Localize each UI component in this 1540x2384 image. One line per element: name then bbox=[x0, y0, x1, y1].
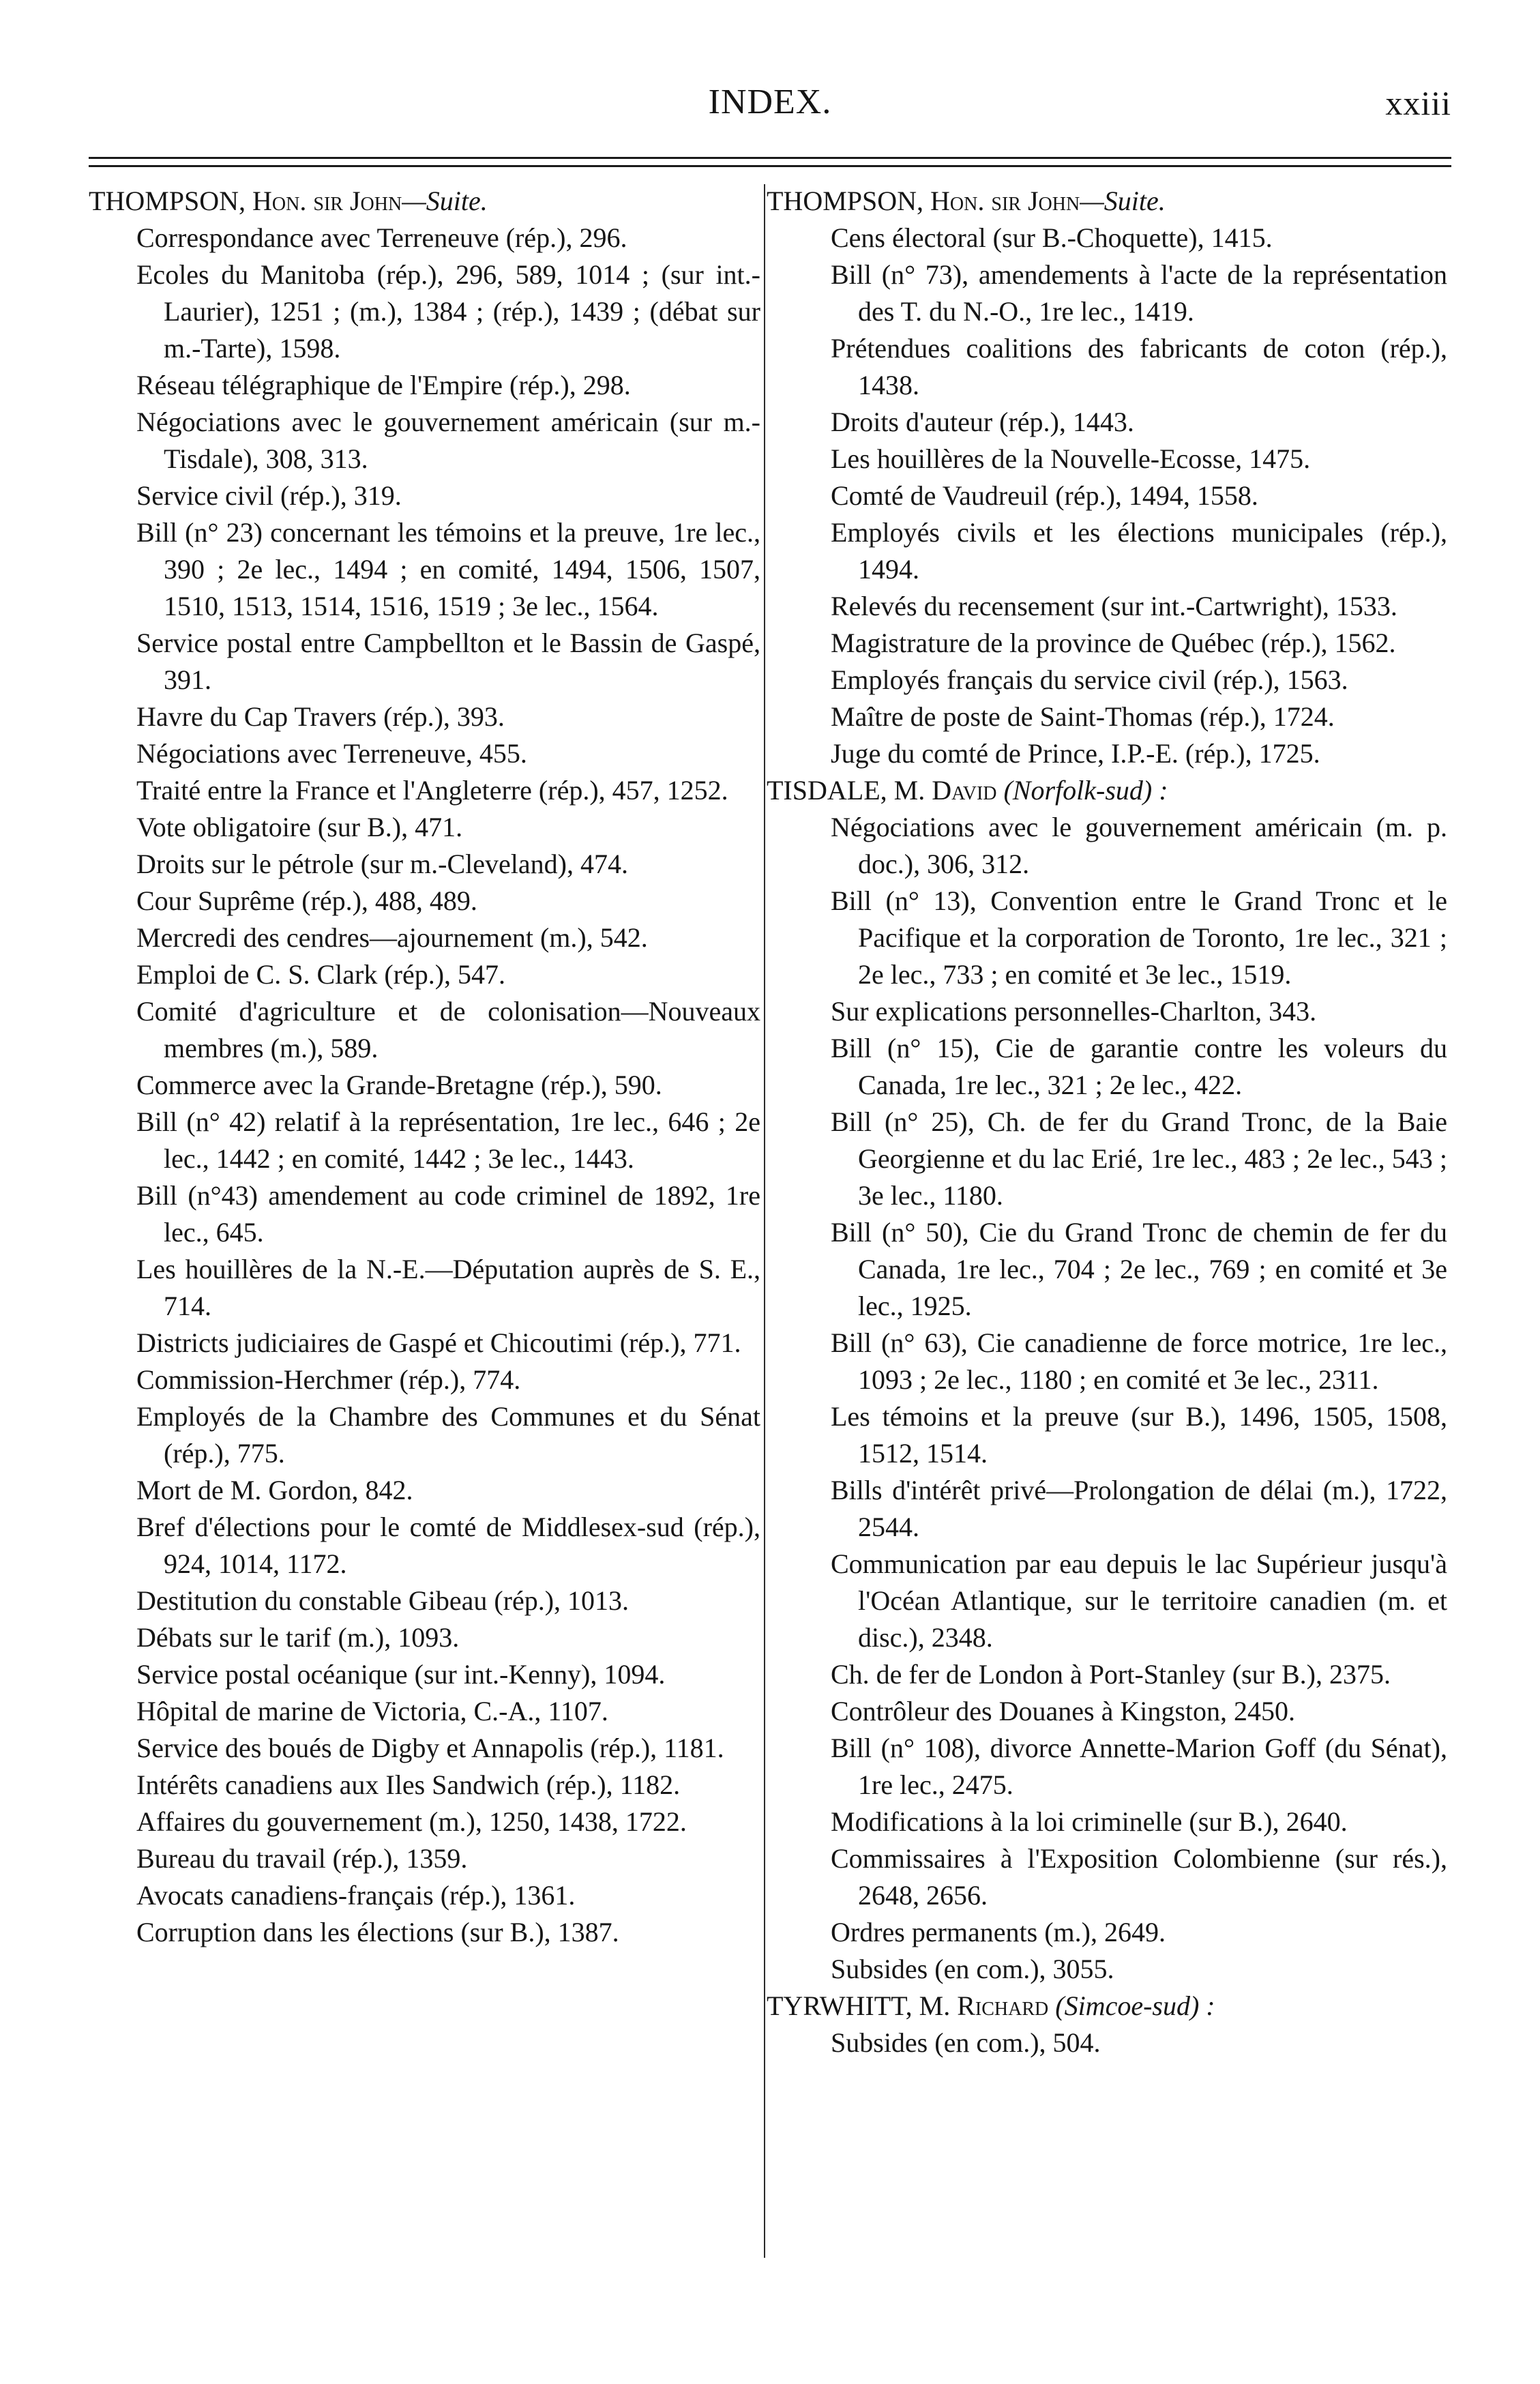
index-entry: Réseau télégraphique de l'Empire (rép.), 298. bbox=[136, 370, 631, 400]
index-entry: Affaires du gouvernement (m.), 1250, 1438, 1722. bbox=[136, 1806, 687, 1837]
index-entry: Vote obligatoire (sur B.), 471. bbox=[136, 812, 463, 842]
index-entry: Négociations avec Terreneuve, 455. bbox=[136, 738, 527, 769]
index-heading bbox=[767, 183, 1447, 220]
index-entry: Droits sur le pétrole (sur m.-Cleveland), 474. bbox=[136, 849, 628, 879]
index-entry: Bill (n° 108), divorce Annette-Marion Goff (du Sénat), 1re lec., 2475. bbox=[831, 1733, 1447, 1800]
index-entry: Districts judiciaires de Gaspé et Chicoutimi (rép.), 771. bbox=[136, 1327, 741, 1358]
index-entry: Bill (n° 50), Cie du Grand Tronc de chemin de fer du Canada, 1re lec., 704 ; 2e lec., 769 ; en comité et 3e lec., 1925. bbox=[831, 1217, 1447, 1321]
index-entry: Relevés du recensement (sur int.-Cartwright), 1533. bbox=[831, 591, 1397, 621]
index-entry: Havre du Cap Travers (rép.), 393. bbox=[136, 701, 505, 732]
index-entry: Bill (n° 25), Ch. de fer du Grand Tronc, de la Baie Georgienne et du lac Erié, 1re lec., 483 ; 2e lec., 543 ; 3e lec., 1180. bbox=[831, 1106, 1447, 1211]
index-entry: Commission-Herchmer (rép.), 774. bbox=[136, 1364, 521, 1395]
column-divider bbox=[764, 184, 765, 2258]
index-entry: Les houillères de la Nouvelle-Ecosse, 1475. bbox=[831, 443, 1311, 474]
index-entry: Cour Suprême (rép.), 488, 489. bbox=[136, 885, 477, 916]
page-title: INDEX. bbox=[708, 83, 832, 121]
index-entry: Modifications à la loi criminelle (sur B.), 2640. bbox=[831, 1806, 1348, 1837]
heading-name: TYRWHITT, M. bbox=[767, 1990, 951, 2021]
index-entry: Avocats canadiens-français (rép.), 1361. bbox=[136, 1880, 576, 1911]
index-entry: Traité entre la France et l'Angleterre (rép.), 457, 1252. bbox=[136, 775, 728, 806]
index-entry: Les témoins et la preuve (sur B.), 1496, 1505, 1508, 1512, 1514. bbox=[831, 1401, 1447, 1469]
index-entry: Employés français du service civil (rép.), 1563. bbox=[831, 664, 1348, 695]
heading-rank: Hon. sir John bbox=[930, 186, 1080, 216]
heading-rank: Hon. sir John bbox=[252, 186, 402, 216]
index-heading bbox=[767, 1988, 1447, 2025]
index-entry: Contrôleur des Douanes à Kingston, 2450. bbox=[831, 1696, 1296, 1726]
index-entry: Bills d'intérêt privé—Prolongation de délai (m.), 1722, 2544. bbox=[831, 1475, 1447, 1542]
heading-name: THOMPSON, bbox=[89, 186, 246, 216]
index-entry: Sur explications personnelles-Charlton, 343. bbox=[831, 996, 1317, 1027]
index-entry: Bref d'élections pour le comté de Middlesex-sud (rép.), 924, 1014, 1172. bbox=[136, 1512, 760, 1579]
index-entry: Service civil (rép.), 319. bbox=[136, 480, 402, 511]
index-entry: Bureau du travail (rép.), 1359. bbox=[136, 1843, 468, 1874]
index-heading bbox=[767, 772, 1447, 809]
index-entry: Service des boués de Digby et Annapolis (rép.), 1181. bbox=[136, 1733, 724, 1763]
index-entry: Maître de poste de Saint-Thomas (rép.), 1724. bbox=[831, 701, 1335, 732]
heading-name: TISDALE, M. bbox=[767, 775, 926, 806]
index-entry: Droits d'auteur (rép.), 1443. bbox=[831, 407, 1134, 437]
index-entry: Bill (n° 63), Cie canadienne de force motrice, 1re lec., 1093 ; 2e lec., 1180 ; en comité et 3e lec., 2311. bbox=[831, 1327, 1447, 1395]
page-number: xxiii bbox=[1385, 84, 1451, 122]
index-entry: Communication par eau depuis le lac Supérieur jusqu'à l'Océan Atlantique, sur le territoire canadien (m. et disc.), 2348. bbox=[831, 1548, 1447, 1653]
heading-name: THOMPSON, bbox=[767, 186, 924, 216]
index-entry: Bill (n° 23) concernant les témoins et la preuve, 1re lec., 390 ; 2e lec., 1494 ; en comité, 1494, 1506, 1507, 1510, 1513, 1514, 1516, 1519 ; 3e lec., 1564. bbox=[136, 517, 760, 621]
index-entry: Ecoles du Manitoba (rép.), 296, 589, 1014 ; (sur int.-Laurier), 1251 ; (m.), 1384 ; (rép.), 1439 ; (débat sur m.-Tarte), 1598. bbox=[136, 259, 760, 364]
index-entry: Négociations avec le gouvernement américain (sur m.-Tisdale), 308, 313. bbox=[136, 407, 760, 474]
index-entry: Bill (n°43) amendement au code criminel de 1892, 1re lec., 645. bbox=[136, 1180, 760, 1248]
index-entry: Destitution du constable Gibeau (rép.), 1013. bbox=[136, 1585, 630, 1616]
index-entry: Subsides (en com.), 3055. bbox=[831, 1954, 1114, 1984]
index-entry: Mercredi des cendres—ajournement (m.), 542. bbox=[136, 922, 648, 953]
index-entry: Service postal entre Campbellton et le Bassin de Gaspé, 391. bbox=[136, 628, 760, 695]
index-entry: Commissaires à l'Exposition Colombienne (sur rés.), 2648, 2656. bbox=[831, 1843, 1447, 1911]
index-entry: Commerce avec la Grande-Bretagne (rép.), 590. bbox=[136, 1070, 662, 1100]
heading-rank: David bbox=[932, 775, 997, 806]
header-rule-top bbox=[89, 157, 1451, 159]
index-entry: Corruption dans les élections (sur B.), 1387. bbox=[136, 1917, 619, 1947]
heading-suffix: —Suite. bbox=[402, 186, 488, 216]
header-rule-bottom bbox=[89, 165, 1451, 167]
index-entry: Comté de Vaudreuil (rép.), 1494, 1558. bbox=[831, 480, 1258, 511]
heading-rank: Richard bbox=[957, 1990, 1049, 2021]
index-entry: Ordres permanents (m.), 2649. bbox=[831, 1917, 1166, 1947]
index-entry: Débats sur le tarif (m.), 1093. bbox=[136, 1622, 460, 1653]
right-column bbox=[767, 183, 1447, 2061]
index-entry: Correspondance avec Terreneuve (rép.), 296. bbox=[136, 222, 627, 253]
index-entry: Bill (n° 15), Cie de garantie contre les voleurs du Canada, 1re lec., 321 ; 2e lec., 422. bbox=[831, 1033, 1447, 1100]
index-entry: Négociations avec le gouvernement américain (m. p. doc.), 306, 312. bbox=[831, 812, 1447, 879]
index-entry: Hôpital de marine de Victoria, C.-A., 1107. bbox=[136, 1696, 608, 1726]
index-entry: Mort de M. Gordon, 842. bbox=[136, 1475, 413, 1505]
index-heading bbox=[89, 183, 760, 220]
page-header bbox=[89, 75, 1451, 136]
index-entry: Prétendues coalitions des fabricants de coton (rép.), 1438. bbox=[831, 333, 1447, 400]
heading-suffix: (Norfolk-sud) : bbox=[1003, 775, 1168, 806]
index-entry: Bill (n° 42) relatif à la représentation, 1re lec., 646 ; 2e lec., 1442 ; en comité, 1442 ; 3e lec., 1443. bbox=[136, 1106, 760, 1174]
index-entry: Emploi de C. S. Clark (rép.), 547. bbox=[136, 959, 506, 990]
index-entry: Cens électoral (sur B.-Choquette), 1415. bbox=[831, 222, 1273, 253]
left-column bbox=[89, 183, 760, 1951]
index-entry: Service postal océanique (sur int.-Kenny), 1094. bbox=[136, 1659, 666, 1690]
index-entry: Bill (n° 13), Convention entre le Grand Tronc et le Pacifique et la corporation de Toronto, 1re lec., 321 ; 2e lec., 733 ; en comité et 3e lec., 1519. bbox=[831, 885, 1447, 990]
heading-suffix: (Simcoe-sud) : bbox=[1055, 1990, 1215, 2021]
index-entry: Intérêts canadiens aux Iles Sandwich (rép.), 1182. bbox=[136, 1769, 681, 1800]
index-entry: Les houillères de la N.-E.—Députation auprès de S. E., 714. bbox=[136, 1254, 760, 1321]
index-entry: Juge du comté de Prince, I.P.-E. (rép.), 1725. bbox=[831, 738, 1320, 769]
index-entry: Subsides (en com.), 504. bbox=[831, 2027, 1101, 2058]
index-entry: Magistrature de la province de Québec (rép.), 1562. bbox=[831, 628, 1396, 658]
index-entry: Employés de la Chambre des Communes et du Sénat (rép.), 775. bbox=[136, 1401, 760, 1469]
index-entry: Employés civils et les élections municipales (rép.), 1494. bbox=[831, 517, 1447, 585]
index-entry: Ch. de fer de London à Port-Stanley (sur B.), 2375. bbox=[831, 1659, 1391, 1690]
index-entry: Bill (n° 73), amendements à l'acte de la représentation des T. du N.-O., 1re lec., 1419. bbox=[831, 259, 1447, 327]
heading-suffix: —Suite. bbox=[1080, 186, 1166, 216]
index-entry: Comité d'agriculture et de colonisation—Nouveaux membres (m.), 589. bbox=[136, 996, 760, 1063]
